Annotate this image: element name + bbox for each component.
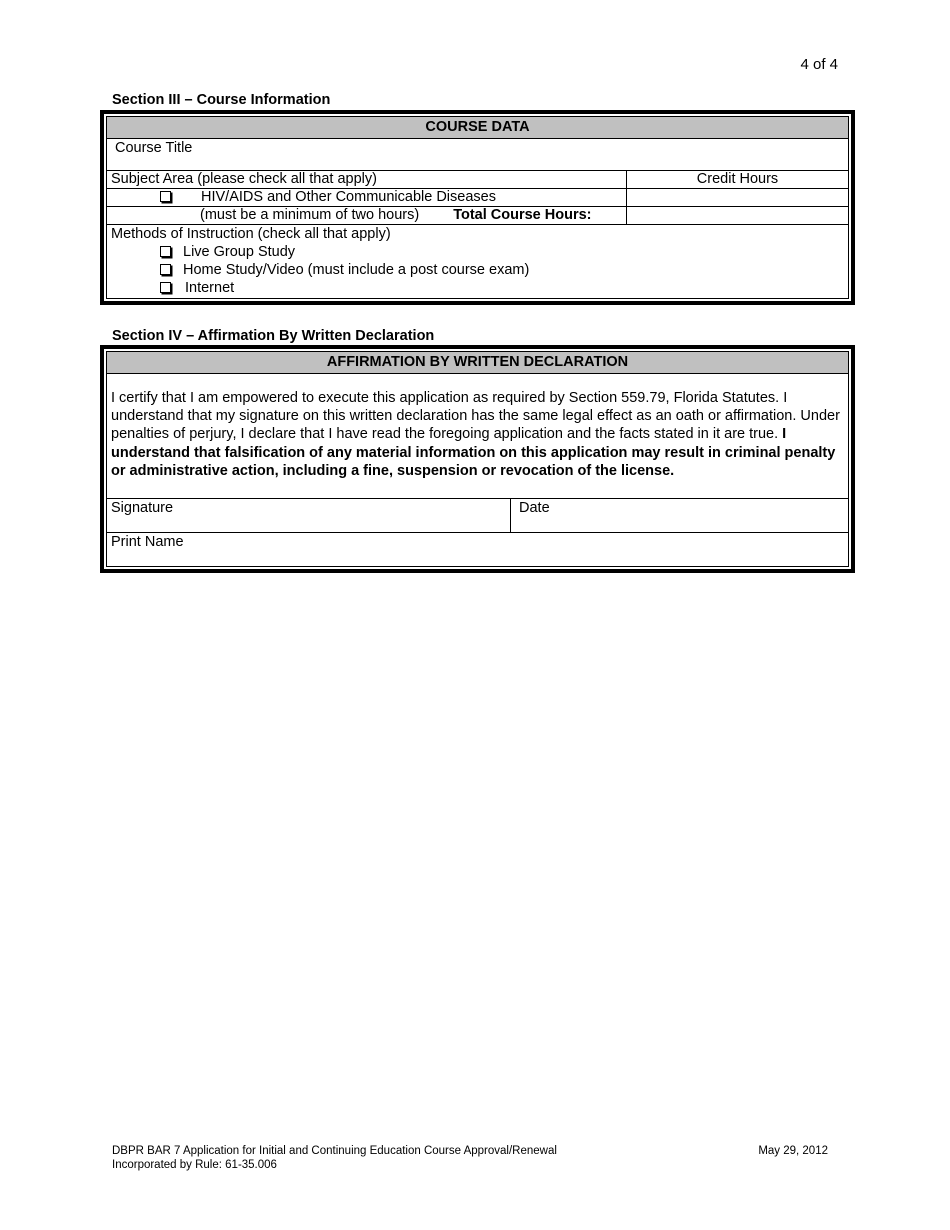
declaration-body: I certify that I am empowered to execute this application as required by Section 559.79, Florida Statutes. I understand that my signature on this written declaration has the same legal effect as an oath or affirmation. Under penalties of perjury, I declare that I have read the foregoing application and the facts stated in it are true. bbox=[111, 390, 840, 443]
methods-label: Methods of Instruction (check all that apply) bbox=[111, 226, 391, 242]
hiv-aids-option-label: HIV/AIDS and Other Communicable Diseases bbox=[201, 189, 496, 205]
course-title-row[interactable] bbox=[107, 139, 848, 171]
subject-area-row bbox=[107, 171, 848, 189]
print-name-field[interactable] bbox=[107, 533, 848, 566]
internet-checkbox[interactable] bbox=[160, 282, 171, 293]
section-iii-heading: Section III – Course Information bbox=[112, 92, 331, 108]
hiv-aids-credit-hours-field[interactable] bbox=[627, 189, 848, 206]
date-field[interactable] bbox=[511, 499, 848, 532]
course-data-table bbox=[100, 110, 855, 305]
subject-area-label: Subject Area (please check all that apply) bbox=[107, 171, 627, 188]
credit-hours-label: Credit Hours bbox=[696, 171, 779, 187]
home-study-label: Home Study/Video (must include a post course exam) bbox=[183, 262, 530, 278]
page-number: 4 of 4 bbox=[800, 56, 838, 73]
internet-label: Internet bbox=[185, 280, 235, 296]
print-name-row bbox=[107, 533, 848, 566]
minimum-hours-note: (must be a minimum of two hours) bbox=[200, 207, 420, 223]
live-group-study-checkbox[interactable] bbox=[160, 246, 171, 257]
home-study-checkbox[interactable] bbox=[160, 264, 171, 275]
method-home-study[interactable] bbox=[111, 261, 844, 279]
total-course-hours-label: Total Course Hours: bbox=[453, 207, 592, 223]
course-data-header: COURSE DATA bbox=[107, 117, 848, 139]
footer-date: May 29, 2012 bbox=[758, 1145, 828, 1157]
footer-form-title: DBPR BAR 7 Application for Initial and Continuing Education Course Approval/Renewal bbox=[112, 1145, 557, 1157]
footer-rule: Incorporated by Rule: 61-35.006 bbox=[112, 1158, 277, 1171]
subject-option-row bbox=[107, 189, 848, 207]
affirmation-table bbox=[100, 345, 855, 573]
signature-row bbox=[107, 499, 848, 533]
live-group-study-label: Live Group Study bbox=[183, 244, 296, 260]
affirmation-header: AFFIRMATION BY WRITTEN DECLARATION bbox=[107, 352, 848, 374]
total-course-hours-field[interactable] bbox=[627, 207, 848, 224]
hiv-aids-checkbox[interactable] bbox=[160, 191, 171, 202]
declaration-text bbox=[107, 374, 848, 499]
print-name-label: Print Name bbox=[111, 534, 184, 551]
signature-label: Signature bbox=[111, 500, 174, 517]
declaration-warning: I understand that falsification of any material information on this application may result in criminal penalty or administrative action, including a fine, suspension or revocation of the license. bbox=[111, 426, 836, 479]
signature-field[interactable] bbox=[107, 499, 511, 532]
course-title-label: Course Title bbox=[115, 140, 193, 156]
footer bbox=[112, 1145, 557, 1172]
method-live-group-study[interactable] bbox=[111, 243, 844, 261]
method-internet[interactable] bbox=[111, 279, 844, 297]
date-label: Date bbox=[519, 500, 550, 517]
methods-row bbox=[107, 225, 848, 298]
section-iv-heading: Section IV – Affirmation By Written Declaration bbox=[112, 328, 435, 344]
total-hours-row bbox=[107, 207, 848, 225]
